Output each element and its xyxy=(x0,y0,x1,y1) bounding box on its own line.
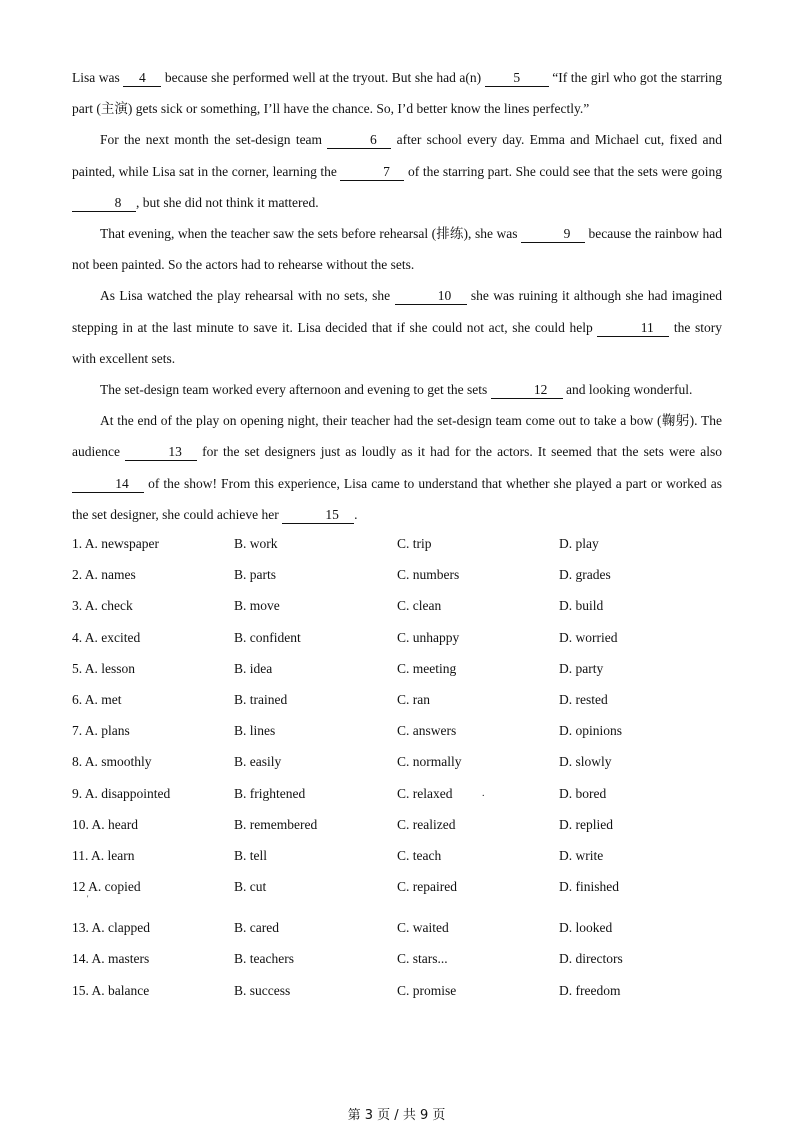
option-c[interactable]: C. teach xyxy=(397,847,442,863)
option-b[interactable]: B. confident xyxy=(234,629,301,645)
answer-blank[interactable]: 13 xyxy=(125,443,197,461)
option-a[interactable]: 8. A. smoothly xyxy=(72,754,152,770)
option-c[interactable]: C. numbers xyxy=(397,567,460,583)
option-b[interactable]: B. cut xyxy=(234,879,267,895)
passage-text: The set-design team worked every afternoon and evening to get the sets xyxy=(100,382,491,398)
option-b[interactable]: B. frightened xyxy=(234,785,306,801)
option-b[interactable]: B. lines xyxy=(234,723,276,739)
option-b[interactable]: B. easily xyxy=(234,754,282,770)
question-row xyxy=(72,528,752,559)
passage-paragraph xyxy=(72,374,722,405)
option-d[interactable]: D. build xyxy=(559,598,604,614)
answer-blank[interactable]: 9 xyxy=(521,225,585,243)
passage-text: “If the girl who got the starring part (主演) gets sick or something, I’ll have the chance. So, I’d better know the lines perfectly.” xyxy=(72,70,722,117)
option-d[interactable]: D. write xyxy=(559,847,604,863)
passage-paragraph xyxy=(72,405,722,530)
answer-blank[interactable]: 10 xyxy=(395,287,467,305)
option-b[interactable]: B. work xyxy=(234,536,278,551)
option-a[interactable]: 12 A. copied xyxy=(72,879,141,895)
answer-blank[interactable]: 15 xyxy=(282,506,354,524)
passage-text: the story with excellent sets. xyxy=(72,319,722,366)
option-c[interactable]: C. repaired xyxy=(397,879,457,895)
question-row xyxy=(72,943,752,974)
passage-text: for the set designers just as loudly as it had for the actors. It seemed that the sets were also xyxy=(197,444,722,460)
option-b[interactable]: B. success xyxy=(234,982,291,998)
answer-blank[interactable]: 11 xyxy=(597,319,669,337)
option-d[interactable]: D. worried xyxy=(559,629,618,645)
question-row xyxy=(72,975,752,1006)
option-a[interactable]: 4. A. excited xyxy=(72,629,141,645)
option-a[interactable]: 14. A. masters xyxy=(72,951,150,967)
passage-text: and looking wonderful. xyxy=(562,382,693,398)
passage-paragraph xyxy=(72,124,722,218)
question-row xyxy=(72,653,752,684)
question-row xyxy=(72,622,752,653)
question-row xyxy=(72,715,752,746)
question-row xyxy=(72,840,752,871)
answer-blank[interactable]: 5 xyxy=(485,69,549,87)
option-d[interactable]: D. slowly xyxy=(559,754,612,770)
option-c[interactable]: C. ran xyxy=(397,691,430,707)
option-b[interactable]: B. cared xyxy=(234,920,279,936)
option-d[interactable]: D. replied xyxy=(559,816,613,832)
passage-text: , but she did not think it mattered. xyxy=(136,194,319,210)
option-b[interactable]: B. teachers xyxy=(234,951,294,967)
question-row xyxy=(72,590,752,621)
answer-blank[interactable]: 14 xyxy=(72,475,144,493)
question-row xyxy=(72,559,752,590)
passage-text: That evening, when the teacher saw the sets before rehearsal (排练), she was xyxy=(100,226,521,242)
option-d[interactable]: D. rested xyxy=(559,691,608,707)
cloze-passage xyxy=(72,62,722,530)
option-d[interactable]: D. bored xyxy=(559,785,607,801)
option-c[interactable]: C. stars... xyxy=(397,951,448,967)
passage-text: of the starring part. She could see that the sets were going xyxy=(404,163,722,179)
option-b[interactable]: B. remembered xyxy=(234,816,318,832)
option-a[interactable]: 11. A. learn xyxy=(72,847,135,863)
passage-text: of the show! From this experience, Lisa came to understand that whether she played a part or worked as the set designer, she could achieve her xyxy=(72,475,722,522)
option-a[interactable]: 10. A. heard xyxy=(72,816,138,832)
question-row xyxy=(72,809,752,840)
option-d[interactable]: D. opinions xyxy=(559,723,623,739)
option-a[interactable]: 7. A. plans xyxy=(72,723,130,739)
answer-options xyxy=(72,528,752,1006)
passage-text: For the next month the set-design team xyxy=(100,132,328,148)
answer-blank[interactable]: 6 xyxy=(327,131,391,149)
stray-mark: . xyxy=(482,787,485,799)
option-a[interactable]: 6. A. met xyxy=(72,691,122,707)
option-d[interactable]: D. finished xyxy=(559,879,619,895)
option-d[interactable]: D. party xyxy=(559,660,604,676)
question-row xyxy=(72,778,752,809)
option-c[interactable]: C. realized xyxy=(397,816,456,832)
option-a[interactable]: 5. A. lesson xyxy=(72,660,136,676)
answer-blank[interactable]: 12 xyxy=(491,381,563,399)
passage-paragraph xyxy=(72,280,722,374)
option-d[interactable]: D. directors xyxy=(559,951,623,967)
option-a[interactable]: 9. A. disappointed xyxy=(72,785,171,801)
question-row xyxy=(72,871,752,902)
option-c[interactable]: C. normally xyxy=(397,754,462,770)
passage-text: At the end of the play on opening night, their teacher had the set-design team come out to take a bow (鞠躬). The audience xyxy=(72,413,722,460)
passage-text: As Lisa watched the play rehearsal with no sets, she xyxy=(100,288,395,304)
answer-blank[interactable]: 4 xyxy=(123,69,161,87)
option-a[interactable]: 1. A. newspaper xyxy=(72,536,159,551)
option-c[interactable]: C. answers xyxy=(397,723,457,739)
option-b[interactable]: B. move xyxy=(234,598,280,614)
option-c[interactable]: C. waited xyxy=(397,920,449,936)
option-b[interactable]: B. parts xyxy=(234,567,276,583)
option-c[interactable]: C. promise xyxy=(397,982,457,998)
question-row xyxy=(72,912,752,943)
option-d[interactable]: D. play xyxy=(559,536,599,551)
option-c[interactable]: C. relaxed xyxy=(397,785,453,801)
option-c[interactable]: C. unhappy xyxy=(397,629,460,645)
option-c[interactable]: C. clean xyxy=(397,598,442,614)
passage-text: after school every day. Emma and Michael cut, fixed and painted, while Lisa sat in the corner, learning the xyxy=(72,132,722,179)
page-footer: 第 3 页 / 共 9 页 xyxy=(347,1108,446,1123)
passage-text: Lisa was xyxy=(72,70,124,85)
option-b[interactable]: B. tell xyxy=(234,847,267,863)
question-row xyxy=(72,684,752,715)
option-b[interactable]: B. idea xyxy=(234,660,273,676)
answer-blank[interactable]: 7 xyxy=(340,163,404,181)
option-c[interactable]: C. meeting xyxy=(397,660,457,676)
option-c[interactable]: C. trip xyxy=(397,536,432,551)
option-d[interactable]: D. grades xyxy=(559,567,611,583)
stray-mark: ' xyxy=(87,894,89,904)
option-a[interactable]: 2. A. names xyxy=(72,567,136,583)
passage-text: because the rainbow had not been painted. So the actors had to rehearse without the sets. xyxy=(72,226,722,273)
passage-text: because she performed well at the tryout. But she had a(n) xyxy=(161,70,485,85)
answer-blank[interactable]: 8 xyxy=(72,194,136,212)
option-a[interactable]: 3. A. check xyxy=(72,598,133,614)
option-d[interactable]: D. looked xyxy=(559,920,613,936)
passage-text: . xyxy=(354,506,358,522)
passage-paragraph xyxy=(72,218,722,280)
passage-text: she was ruining it although she had imagined stepping in at the last minute to save it. Lisa decided that if she could not act, she could help xyxy=(72,288,722,335)
option-a[interactable]: 13. A. clapped xyxy=(72,920,150,936)
question-row xyxy=(72,746,752,777)
option-a[interactable]: 15. A. balance xyxy=(72,982,150,998)
option-d[interactable]: D. freedom xyxy=(559,982,621,998)
option-b[interactable]: B. trained xyxy=(234,691,288,707)
passage-paragraph xyxy=(72,62,722,124)
